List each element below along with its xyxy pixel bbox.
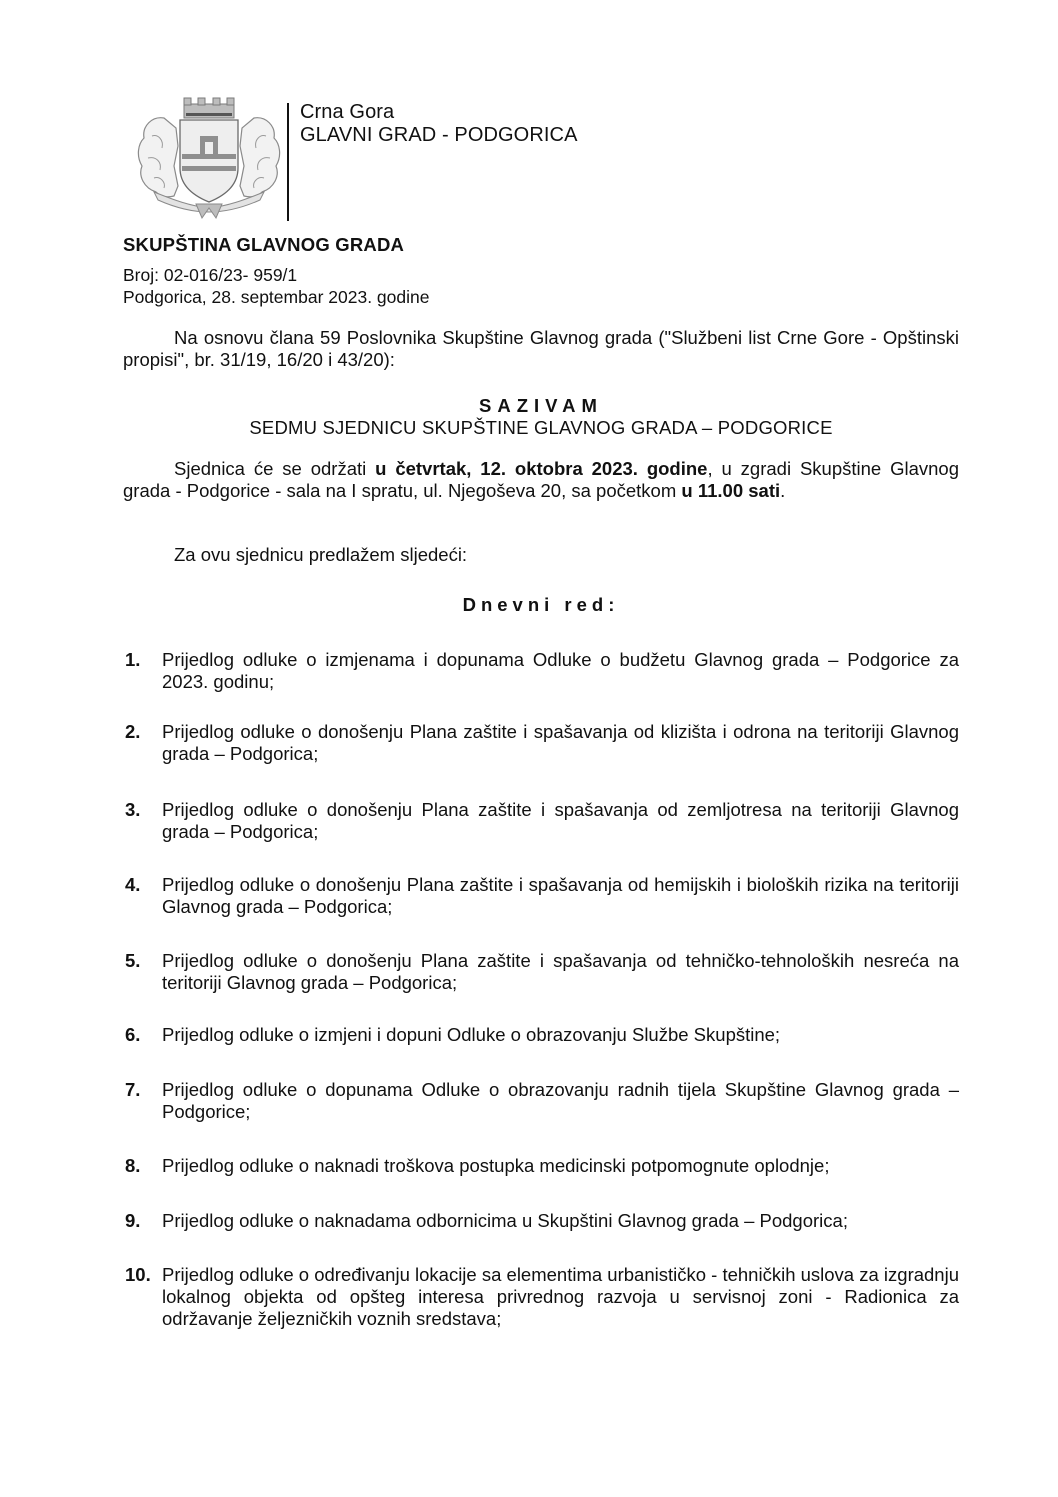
agenda-item-number: 2. xyxy=(125,721,141,742)
header-divider xyxy=(287,103,289,221)
agenda-item xyxy=(123,874,959,918)
place-date: Podgorica, 28. septembar 2023. godine xyxy=(123,287,430,307)
agenda-item xyxy=(123,649,959,693)
convocation-heading xyxy=(123,395,959,439)
agenda-item-number: 6. xyxy=(125,1024,141,1045)
agenda-item-text: Prijedlog odluke o donošenju Plana zaštite i spašavanja od zemljotresa na teritoriji Glavnog grada – Podgorica; xyxy=(162,799,959,842)
agenda-item xyxy=(123,950,959,994)
session-title: SEDMU SJEDNICU SKUPŠTINE GLAVNOG GRADA – PODGORICE xyxy=(249,417,833,438)
agenda-item-text: Prijedlog odluke o naknadi troškova postupka medicinski potpomognute oplodnje; xyxy=(162,1155,830,1176)
agenda-item-number: 3. xyxy=(125,799,141,820)
proposal-intro: Za ovu sjednicu predlažem sljedeći: xyxy=(174,544,468,565)
agenda-item xyxy=(123,799,959,843)
coat-of-arms-icon xyxy=(134,96,284,220)
session-location: , u zgradi Skupštine Glavnog grada - Podgorice - sala na I spratu, ul. Njegoševa 20, sa početkom xyxy=(123,458,959,501)
agenda-item-text: Prijedlog odluke o donošenju Plana zaštite i spašavanja od tehničko-tehnoloških nesreća na teritoriji Glavnog grada – Podgorica; xyxy=(162,950,959,993)
letterhead xyxy=(300,101,578,147)
session-info-paragraph xyxy=(123,458,959,502)
issuer-title: SKUPŠTINA GLAVNOG GRADA xyxy=(123,234,405,255)
agenda-item-text: Prijedlog odluke o donošenju Plana zaštite i spašavanja od hemijskih i bioloških rizika na teritoriji Glavnog grada – Podgorica; xyxy=(162,874,959,917)
agenda-item-number: 7. xyxy=(125,1079,141,1100)
agenda-item xyxy=(123,1210,959,1232)
agenda-item-text: Prijedlog odluke o određivanju lokacije sa elementima urbanističko - tehničkih uslova za izgradnju lokalnog objekta od opšteg interesa privrednog razvoja u servisnoj zoni - Radionica za održavanje željezničkih voznih sredstava; xyxy=(162,1264,959,1329)
session-info-text: Sjednica će se održati xyxy=(174,458,376,479)
convene-word: SAZIVAM xyxy=(479,395,603,416)
agenda-item-text: Prijedlog odluke o izmjeni i dopuni Odluke o obrazovanju Službe Skupštine; xyxy=(162,1024,781,1045)
agenda-item-number: 4. xyxy=(125,874,141,895)
session-time: u 11.00 sati xyxy=(681,480,781,501)
city-name: GLAVNI GRAD - PODGORICA xyxy=(300,124,578,146)
agenda-item-text: Prijedlog odluke o naknadama odbornicima u Skupštini Glavnog grada – Podgorica; xyxy=(162,1210,848,1231)
agenda-item xyxy=(123,1155,959,1177)
agenda-item-text: Prijedlog odluke o izmjenama i dopunama Odluke o budžetu Glavnog grada – Podgorice za 2023. godinu; xyxy=(162,649,959,692)
agenda-item xyxy=(123,1079,959,1123)
agenda-item-number: 1. xyxy=(125,649,141,670)
agenda-item-number: 10. xyxy=(125,1264,151,1285)
agenda-title: Dnevni red: xyxy=(462,594,620,615)
legal-basis-paragraph: Na osnovu člana 59 Poslovnika Skupštine Glavnog grada ("Službeni list Crne Gore - Opštinski propisi", br. 31/19, 16/20 i 43/20): xyxy=(123,327,959,370)
country-name: Crna Gora xyxy=(300,101,395,123)
agenda-item-number: 9. xyxy=(125,1210,141,1231)
agenda-item-text: Prijedlog odluke o donošenju Plana zaštite i spašavanja od klizišta i odrona na teritoriji Glavnog grada – Podgorica; xyxy=(162,721,959,764)
session-info-end: . xyxy=(780,480,786,501)
agenda-item xyxy=(123,1024,959,1046)
document-reference xyxy=(123,264,429,308)
agenda-item-text: Prijedlog odluke o dopunama Odluke o obrazovanju radnih tijela Skupštine Glavnog grada – Podgorice; xyxy=(162,1079,959,1122)
agenda-item xyxy=(123,1264,959,1330)
agenda-item-number: 8. xyxy=(125,1155,141,1176)
agenda-item xyxy=(123,721,959,765)
session-date: u četvrtak, 12. oktobra 2023. godine xyxy=(375,458,708,479)
document-number: Broj: 02-016/23- 959/1 xyxy=(123,265,298,285)
agenda-item-number: 5. xyxy=(125,950,141,971)
